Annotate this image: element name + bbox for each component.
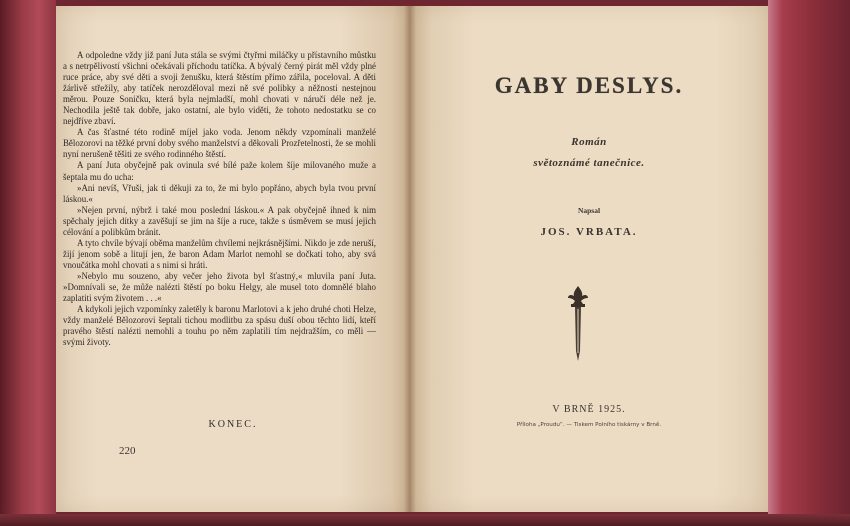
left-page-body-text	[63, 50, 376, 348]
paragraph: A tyto chvíle bývají oběma manželům chvílemi nejkrásnějšími. Nikdo je zde neruší, žijí jenom sobě a litují jen, že baron Adam Marlot nemohl se dočkati toho, aby svá vnoučátka mohl chovati a s nimi si hráti.	[63, 237, 376, 270]
book-cover-left-edge	[0, 0, 56, 526]
subtitle-line-2: světoznámé tanečnice.	[533, 157, 645, 169]
paragraph: A odpoledne vždy již paní Juta stála se svými čtyřmi miláčky u přístavního můstku a s netrpělivostí všichni očekávali příchodu tatíčka. A bývalý černý pirát měl vždy plné ruce práce, aby své děti a svoji ženušku, která štěstím přímo zářila, poceloval. A děti žárlivě střežily, aby tatíček nerozděloval mezi ně své polibky a něžnosti nestejnou měrou. Pouze Soničku, která byla nejmladší, mohl chovati v náručí déle než je. Nechodila ještě tak dobře, jako ostatní, ale bylo viděti, že tohoto nedostatku se co nejdříve zbaví.	[63, 50, 376, 127]
paragraph: A kdykoli jejich vzpomínky zaletěly k baronu Marlotovi a k jeho druhé choti Helze, vždy manželé Bělozorovi šeptali tichou modlitbu za spásu duší obou těchto lidí, kteří pravého štěstí nalézti nemohli a touhu po něm zaplatili tím nejdražším, co měli — svými životy.	[63, 304, 376, 348]
subtitle-line-1: Román	[571, 136, 607, 148]
dagger-ornament-icon	[565, 285, 591, 363]
printer-note: Příloha „Proudu“. — Tiskem Polního tiskárny v Brně.	[516, 422, 662, 428]
paragraph: A čas šťastné této rodině míjel jako voda. Jenom někdy vzpomínali manželé Bělozorovi na těžké první doby svého manželství a děkovali Prozřetelnosti, že se mohli nyní nerušeně těšiti ze svého rodinného štěstí.	[63, 127, 376, 160]
ending-mark: KONEC.	[208, 419, 258, 430]
book-bottom-edge	[0, 514, 850, 526]
author-name: JOS. VRBATA.	[540, 226, 638, 238]
paragraph: »Nejen první, nýbrž i také mou poslední láskou.« A pak obyčejně ihned k nim spěchaly jejich dítky a zavěšují se jim na šíje a ruce, takže s úsměvem se musí jejich célování a polibkům bránit.	[63, 204, 376, 237]
place-and-year: V BRNĚ 1925.	[552, 404, 626, 415]
paragraph: »Nebylo mu souzeno, aby večer jeho života byl šťastný,« mluvila paní Juta. »Domnívali se, že může nalézti štěstí po boku Helgy, ale musel toto domnělé blaho zaplatiti svým životem . . .«	[63, 270, 376, 304]
book-cover-right-edge	[768, 0, 850, 526]
author-label: Napsal	[577, 206, 601, 215]
paragraph: A paní Juta obyčejně pak ovinula své bílé paže kolem šíje milovaného muže a šeptala mu do ucha:	[63, 160, 376, 182]
book-title: GABY DESLYS.	[494, 73, 684, 98]
page-number: 220	[119, 445, 136, 457]
paragraph: »Ani nevíš, Vřuši, jak ti děkuji za to, že mi bylo popřáno, abych byla tvou první láskou.«	[63, 182, 376, 204]
